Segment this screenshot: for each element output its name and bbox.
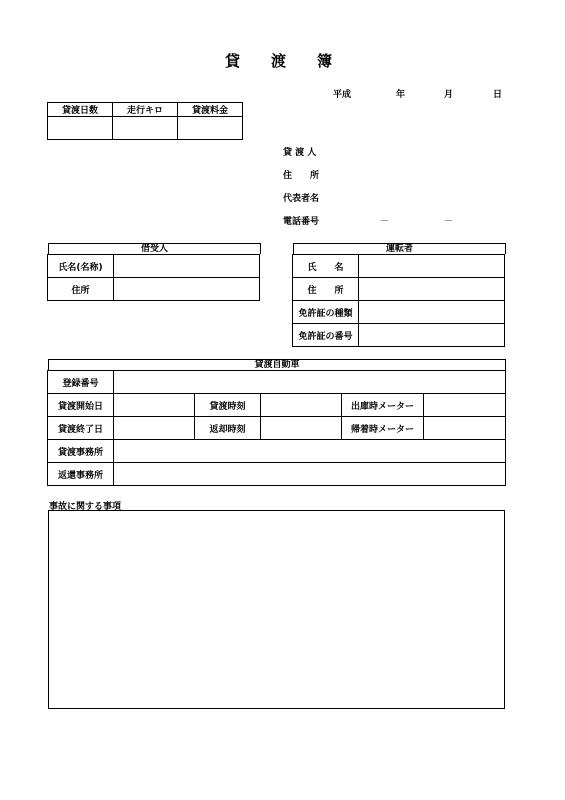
lender-name-label: 貸 渡 人 (283, 148, 317, 158)
return-office-label: 返還事務所 (48, 463, 114, 486)
license-type-label: 免許証の種類 (293, 301, 359, 324)
reg-number-label: 登録番号 (48, 371, 114, 394)
driver-address-label: 住 所 (293, 278, 359, 301)
date-era: 平成 (333, 90, 352, 100)
in-meter-label: 帰着時メーター (342, 417, 424, 440)
borrower-address-field[interactable] (114, 278, 260, 301)
borrower-name-field[interactable] (114, 255, 260, 278)
return-time-label: 返却時刻 (195, 417, 261, 440)
end-date-field[interactable] (114, 417, 195, 440)
reg-number-field[interactable] (114, 371, 506, 394)
rental-office-field[interactable] (114, 440, 506, 463)
phone-separator-2: － (444, 217, 454, 227)
license-number-label: 免許証の番号 (293, 324, 359, 347)
accident-notes-box[interactable] (48, 510, 505, 709)
header-rental-days: 貸渡日数 (48, 103, 113, 117)
driver-name-field[interactable] (359, 255, 505, 278)
accident-label: 事故に関する事項 (49, 502, 122, 512)
out-meter-label: 出庫時メーター (342, 394, 424, 417)
borrower-address-label: 住所 (48, 278, 114, 301)
mileage-field[interactable] (113, 117, 178, 140)
borrower-header: 借受人 (48, 243, 261, 254)
header-mileage: 走行キロ (113, 103, 178, 117)
in-meter-field[interactable] (424, 417, 506, 440)
vehicle-header: 貸渡自動車 (48, 359, 506, 370)
lender-representative-label: 代表者名 (283, 194, 320, 204)
license-number-field[interactable] (359, 324, 505, 347)
out-meter-field[interactable] (424, 394, 506, 417)
vehicle-table (47, 370, 506, 486)
borrower-name-label: 氏名(名称) (48, 255, 114, 278)
return-office-field[interactable] (114, 463, 506, 486)
rent-time-field[interactable] (261, 394, 342, 417)
driver-header: 運転者 (293, 243, 506, 254)
driver-table (292, 254, 505, 347)
license-type-field[interactable] (359, 301, 505, 324)
date-month: 月 (444, 90, 454, 100)
driver-address-field[interactable] (359, 278, 505, 301)
summary-table (47, 102, 243, 140)
driver-name-label: 氏 名 (293, 255, 359, 278)
lender-address-label: 住 所 (283, 171, 320, 181)
phone-separator-1: － (380, 217, 390, 227)
rent-time-label: 貸渡時刻 (195, 394, 261, 417)
rental-days-field[interactable] (48, 117, 113, 140)
start-date-field[interactable] (114, 394, 195, 417)
document-title: 貸 渡 簿 (224, 52, 340, 70)
borrower-table (47, 254, 260, 301)
date-year: 年 (396, 90, 406, 100)
end-date-label: 貸渡終了日 (48, 417, 114, 440)
rental-fee-field[interactable] (178, 117, 243, 140)
start-date-label: 貸渡開始日 (48, 394, 114, 417)
rental-office-label: 貸渡事務所 (48, 440, 114, 463)
return-time-field[interactable] (261, 417, 342, 440)
date-day: 日 (493, 90, 503, 100)
header-rental-fee: 貸渡料金 (178, 103, 243, 117)
lender-phone-label: 電話番号 (283, 217, 320, 227)
